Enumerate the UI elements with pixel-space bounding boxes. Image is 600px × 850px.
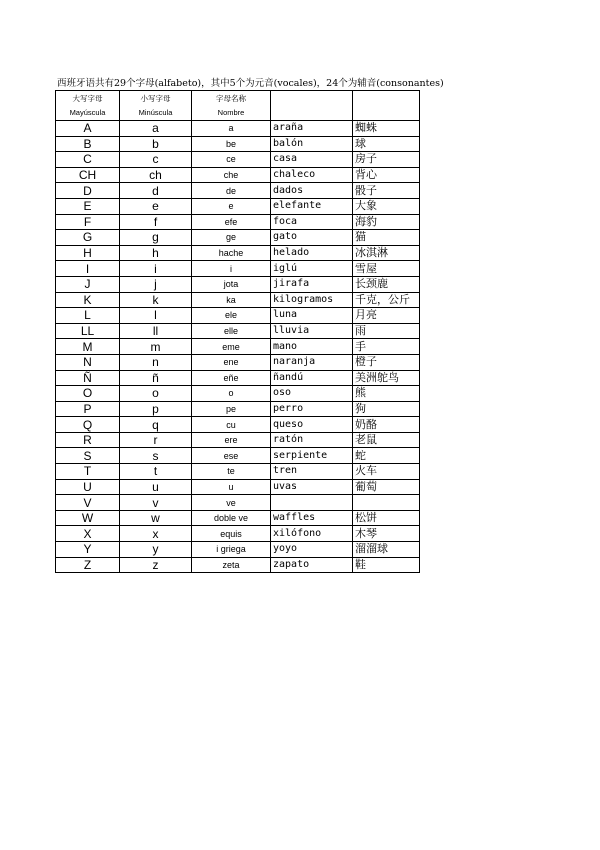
cell-uppercase: LL <box>56 323 120 339</box>
cell-letter-name: eñe <box>192 370 271 386</box>
cell-uppercase: U <box>56 479 120 495</box>
cell-lowercase: e <box>120 198 192 214</box>
cell-translation: 骰子 <box>353 183 420 199</box>
table-row <box>56 230 420 246</box>
table-row <box>56 308 420 324</box>
cell-letter-name: jota <box>192 276 271 292</box>
table-row <box>56 214 420 230</box>
cell-uppercase: J <box>56 276 120 292</box>
cell-translation: 雨 <box>353 323 420 339</box>
cell-translation: 熊 <box>353 386 420 402</box>
cell-example-word: foca <box>271 214 353 230</box>
table-row <box>56 276 420 292</box>
cell-example-word: queso <box>271 417 353 433</box>
table-header-row-es <box>56 106 420 121</box>
cell-letter-name: ka <box>192 292 271 308</box>
header-uppercase-cn: 大写字母 <box>56 91 120 107</box>
cell-letter-name: ere <box>192 432 271 448</box>
cell-example-word: jirafa <box>271 276 353 292</box>
cell-translation: 长颈鹿 <box>353 276 420 292</box>
cell-letter-name: ele <box>192 308 271 324</box>
cell-uppercase: T <box>56 464 120 480</box>
cell-translation: 鞋 <box>353 557 420 573</box>
cell-uppercase: Y <box>56 542 120 558</box>
table-row <box>56 292 420 308</box>
cell-lowercase: f <box>120 214 192 230</box>
cell-letter-name: te <box>192 464 271 480</box>
cell-letter-name: e <box>192 198 271 214</box>
cell-uppercase: F <box>56 214 120 230</box>
cell-example-word: perro <box>271 401 353 417</box>
cell-uppercase: D <box>56 183 120 199</box>
cell-translation: 海豹 <box>353 214 420 230</box>
cell-example-word: iglú <box>271 261 353 277</box>
cell-translation: 房子 <box>353 152 420 168</box>
cell-lowercase: o <box>120 386 192 402</box>
cell-letter-name: o <box>192 386 271 402</box>
cell-example-word: helado <box>271 245 353 261</box>
table-row <box>56 136 420 152</box>
table-row <box>56 152 420 168</box>
cell-lowercase: k <box>120 292 192 308</box>
table-row <box>56 121 420 137</box>
cell-translation <box>353 495 420 511</box>
cell-uppercase: Z <box>56 557 120 573</box>
cell-translation: 球 <box>353 136 420 152</box>
cell-uppercase: W <box>56 510 120 526</box>
cell-translation: 老鼠 <box>353 432 420 448</box>
cell-example-word: mano <box>271 339 353 355</box>
cell-letter-name: de <box>192 183 271 199</box>
cell-lowercase: y <box>120 542 192 558</box>
table-row <box>56 432 420 448</box>
cell-example-word: chaleco <box>271 167 353 183</box>
header-name-cn: 字母名称 <box>192 91 271 107</box>
cell-translation: 冰淇淋 <box>353 245 420 261</box>
cell-letter-name: che <box>192 167 271 183</box>
cell-example-word: serpiente <box>271 448 353 464</box>
cell-example-word: elefante <box>271 198 353 214</box>
cell-uppercase: A <box>56 121 120 137</box>
cell-letter-name: ene <box>192 354 271 370</box>
table-row <box>56 386 420 402</box>
cell-lowercase: ch <box>120 167 192 183</box>
cell-letter-name: pe <box>192 401 271 417</box>
cell-translation: 美洲鸵鸟 <box>353 370 420 386</box>
cell-lowercase: m <box>120 339 192 355</box>
table-row <box>56 339 420 355</box>
cell-example-word <box>271 495 353 511</box>
cell-letter-name: i <box>192 261 271 277</box>
cell-translation: 蛇 <box>353 448 420 464</box>
cell-lowercase: g <box>120 230 192 246</box>
cell-example-word: waffles <box>271 510 353 526</box>
cell-uppercase: H <box>56 245 120 261</box>
cell-letter-name: elle <box>192 323 271 339</box>
cell-letter-name: efe <box>192 214 271 230</box>
cell-letter-name: equis <box>192 526 271 542</box>
cell-uppercase: C <box>56 152 120 168</box>
cell-translation: 月亮 <box>353 308 420 324</box>
cell-lowercase: q <box>120 417 192 433</box>
cell-lowercase: l <box>120 308 192 324</box>
cell-letter-name: ge <box>192 230 271 246</box>
header-lowercase-es: Minúscula <box>120 106 192 121</box>
cell-example-word: araña <box>271 121 353 137</box>
cell-letter-name: eme <box>192 339 271 355</box>
cell-translation: 橙子 <box>353 354 420 370</box>
cell-letter-name: i griega <box>192 542 271 558</box>
cell-translation: 葡萄 <box>353 479 420 495</box>
cell-uppercase: B <box>56 136 120 152</box>
table-row <box>56 542 420 558</box>
cell-example-word: ratón <box>271 432 353 448</box>
header-example-cn <box>271 91 353 107</box>
table-row <box>56 510 420 526</box>
cell-translation: 背心 <box>353 167 420 183</box>
cell-lowercase: d <box>120 183 192 199</box>
cell-example-word: balón <box>271 136 353 152</box>
cell-uppercase: S <box>56 448 120 464</box>
cell-example-word: naranja <box>271 354 353 370</box>
cell-lowercase: b <box>120 136 192 152</box>
cell-lowercase: a <box>120 121 192 137</box>
cell-uppercase: L <box>56 308 120 324</box>
cell-letter-name: zeta <box>192 557 271 573</box>
cell-uppercase: Ñ <box>56 370 120 386</box>
cell-lowercase: u <box>120 479 192 495</box>
cell-lowercase: i <box>120 261 192 277</box>
cell-uppercase: O <box>56 386 120 402</box>
cell-translation: 猫 <box>353 230 420 246</box>
cell-example-word: yoyo <box>271 542 353 558</box>
header-example-es <box>271 106 353 121</box>
table-row <box>56 183 420 199</box>
table-header-row-cn <box>56 91 420 107</box>
cell-letter-name: cu <box>192 417 271 433</box>
cell-uppercase: V <box>56 495 120 511</box>
cell-lowercase: n <box>120 354 192 370</box>
cell-uppercase: R <box>56 432 120 448</box>
cell-uppercase: M <box>56 339 120 355</box>
cell-letter-name: a <box>192 121 271 137</box>
cell-letter-name: ese <box>192 448 271 464</box>
cell-lowercase: z <box>120 557 192 573</box>
cell-lowercase: v <box>120 495 192 511</box>
cell-example-word: casa <box>271 152 353 168</box>
cell-uppercase: P <box>56 401 120 417</box>
cell-letter-name: doble ve <box>192 510 271 526</box>
cell-uppercase: K <box>56 292 120 308</box>
table-row <box>56 448 420 464</box>
cell-translation: 奶酪 <box>353 417 420 433</box>
cell-lowercase: j <box>120 276 192 292</box>
cell-example-word: kilogramos <box>271 292 353 308</box>
table-row <box>56 479 420 495</box>
cell-letter-name: be <box>192 136 271 152</box>
cell-uppercase: N <box>56 354 120 370</box>
cell-uppercase: CH <box>56 167 120 183</box>
cell-lowercase: w <box>120 510 192 526</box>
cell-letter-name: hache <box>192 245 271 261</box>
cell-uppercase: I <box>56 261 120 277</box>
header-name-es: Nombre <box>192 106 271 121</box>
header-translation-cn <box>353 91 420 107</box>
cell-example-word: oso <box>271 386 353 402</box>
header-lowercase-cn: 小写字母 <box>120 91 192 107</box>
cell-lowercase: t <box>120 464 192 480</box>
table-row <box>56 526 420 542</box>
cell-uppercase: E <box>56 198 120 214</box>
cell-example-word: dados <box>271 183 353 199</box>
cell-example-word: tren <box>271 464 353 480</box>
cell-lowercase: ll <box>120 323 192 339</box>
alphabet-table <box>55 90 420 573</box>
cell-lowercase: x <box>120 526 192 542</box>
table-row <box>56 245 420 261</box>
cell-uppercase: G <box>56 230 120 246</box>
table-row <box>56 261 420 277</box>
cell-uppercase: Q <box>56 417 120 433</box>
table-row <box>56 354 420 370</box>
cell-translation: 手 <box>353 339 420 355</box>
cell-lowercase: p <box>120 401 192 417</box>
cell-translation: 松饼 <box>353 510 420 526</box>
cell-translation: 大象 <box>353 198 420 214</box>
cell-translation: 狗 <box>353 401 420 417</box>
cell-translation: 雪屋 <box>353 261 420 277</box>
table-row <box>56 557 420 573</box>
cell-example-word: uvas <box>271 479 353 495</box>
cell-example-word: ñandú <box>271 370 353 386</box>
cell-translation: 蜘蛛 <box>353 121 420 137</box>
cell-translation: 溜溜球 <box>353 542 420 558</box>
cell-letter-name: u <box>192 479 271 495</box>
cell-example-word: lluvia <box>271 323 353 339</box>
header-uppercase-es: Mayúscula <box>56 106 120 121</box>
cell-uppercase: X <box>56 526 120 542</box>
cell-letter-name: ve <box>192 495 271 511</box>
table-row <box>56 495 420 511</box>
page-title: 西班牙语共有29个字母(alfabeto)，其中5个为元音(vocales)，24个为辅音(consonantes) <box>57 78 444 89</box>
cell-translation: 木琴 <box>353 526 420 542</box>
cell-translation: 火车 <box>353 464 420 480</box>
cell-example-word: zapato <box>271 557 353 573</box>
cell-lowercase: c <box>120 152 192 168</box>
table-row <box>56 401 420 417</box>
table-row <box>56 198 420 214</box>
cell-lowercase: ñ <box>120 370 192 386</box>
cell-example-word: gato <box>271 230 353 246</box>
header-translation-es <box>353 106 420 121</box>
table-row <box>56 417 420 433</box>
cell-example-word: xilófono <box>271 526 353 542</box>
table-row <box>56 167 420 183</box>
table-row <box>56 370 420 386</box>
cell-letter-name: ce <box>192 152 271 168</box>
cell-translation: 千克，公斤 <box>353 292 420 308</box>
cell-lowercase: s <box>120 448 192 464</box>
cell-example-word: luna <box>271 308 353 324</box>
table-row <box>56 464 420 480</box>
table-row <box>56 323 420 339</box>
cell-lowercase: h <box>120 245 192 261</box>
cell-lowercase: r <box>120 432 192 448</box>
